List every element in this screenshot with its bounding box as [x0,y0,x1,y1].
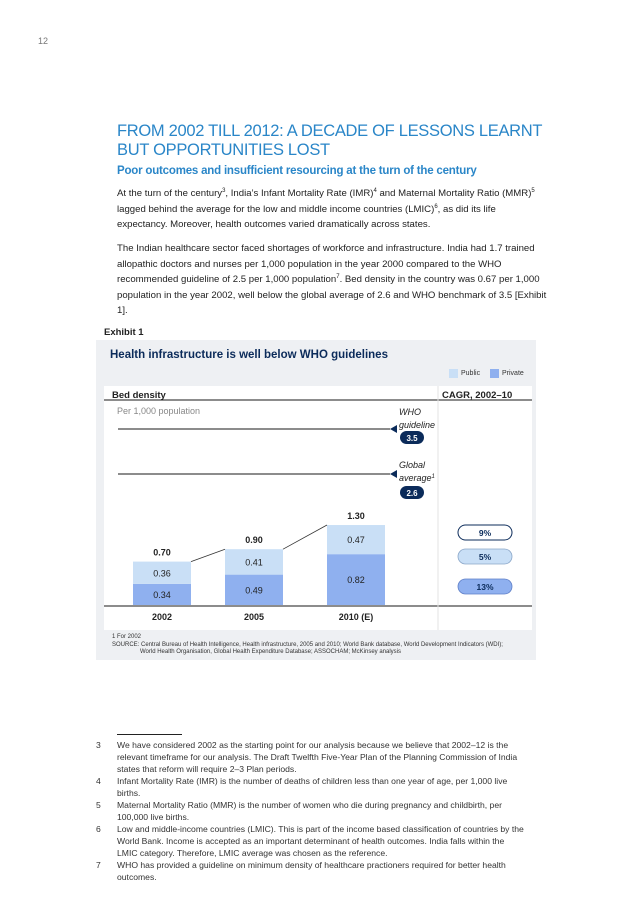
who-label-line1: WHO [399,407,421,417]
cagr-total: 9% [478,528,492,538]
bed-density-label: Bed density [112,390,166,401]
who-value: 3.5 [406,434,418,443]
who-label-line2: guideline [399,420,436,430]
x-tick-1: 2005 [243,612,265,622]
note-source: SOURCE: Central Bureau of Health Intelligence, Health infrastructure, 2005 and 2010; World Bank database, World Development Indicators (WDI); [112,641,503,648]
global-label-line1: Global [399,460,426,470]
paragraph-infrastructure: The Indian healthcare sector faced shortages of workforce and infrastructure. India had 1.7 trained allopathic doctors and nurses per 1,000 population in the year 2000 compared to the WHO recommended guideline of 2.5 per 1,000 population$^7$. Bed density in the country was 0.67 per 1,000 population in the year 2002, well below the global average of 2.6 and WHO benchmark of 3.5 [Exhibit 1]. [117,243,547,316]
legend-label-public: Public [461,370,481,377]
footnote-3: 3 We have considered 2002 as the starting point for our analysis because we believe that 2002–12 is the relevant timeframe for our analysis. The Draft Twelfth Five-Year Plan of the Planning Commission of India states that reform will require 2–3 Plan periods. [96,740,518,774]
note-source-cont: World Health Organisation, Global Health Expenditure Database; ASSOCHAM; McKinsey analysis [140,649,402,656]
bar-group [133,511,385,622]
connector-line-0 [191,549,225,561]
paragraph-outcomes: At the turn of the century$^3$, India’s Infant Mortality Rate (IMR)$^4$ and Maternal Mortality Ratio (MMR)$^5$ lagged behind the average for the low and middle income countries (LMIC)$^6$, as did its life expectancy. Moreover, health outcomes varied dramatically across states. [117,187,535,230]
cagr-header: CAGR, 2002–10 [442,390,513,401]
footnote-7: 7 WHO has provided a guideline on minimum density of healthcare practioners required for better health outcomes. [96,860,506,882]
chart-title: Health infrastructure is well below WHO guidelines [110,349,388,361]
label-total-2: 1.30 [347,511,365,522]
unit-label: Per 1,000 population [117,406,201,416]
label-public-1: 0.41 [245,557,263,568]
note-footnote-1: 1 For 2002 [112,634,142,640]
label-total-1: 0.90 [245,535,263,546]
exhibit-label: Exhibit 1 [104,327,144,338]
page-number: 12 [38,36,49,46]
footnote-6: 6 Low and middle-income countries (LMIC). This is part of the income based classification of countries by the World Bank. Income is accepted as an important determinant of health outcomes. India falls within the LMIC category. Therefore, LMIC average was chosen as the reference. [96,824,524,858]
connector-line-1 [283,525,327,549]
footnote-4: 4 Infant Mortality Rate (IMR) is the number of deaths of children less than one year of age, per 1,000 live births. [96,776,508,798]
label-private-0: 0.34 [153,589,171,600]
label-public-2: 0.47 [347,535,365,546]
label-total-0: 0.70 [153,547,171,558]
global-arrow-icon [390,470,397,478]
global-label-line2: average$^1$ [399,473,435,483]
legend-label-private: Private [502,370,524,377]
global-value: 2.6 [406,489,418,498]
section-subtitle: Poor outcomes and insufficient resourcing at the turn of the century [117,165,477,177]
label-private-1: 0.49 [245,585,263,596]
x-tick-2: 2010 (E) [338,612,374,622]
footnote-rule [117,734,182,735]
page-title: FROM 2002 TILL 2012: A DECADE OF LESSONS LEARNT BUT OPPORTUNITIES LOST [117,122,542,159]
label-private-2: 0.82 [347,575,365,586]
x-tick-0: 2002 [151,612,173,622]
source-note [112,634,532,657]
cagr-private: 13% [476,582,494,592]
footnote-5: 5 Maternal Mortality Ratio (MMR) is the number of women who die during pregnancy and childbirth, per 100,000 live births. [96,800,502,822]
who-arrow-icon [390,425,397,433]
label-public-0: 0.36 [153,568,171,579]
cagr-public: 5% [478,552,492,562]
